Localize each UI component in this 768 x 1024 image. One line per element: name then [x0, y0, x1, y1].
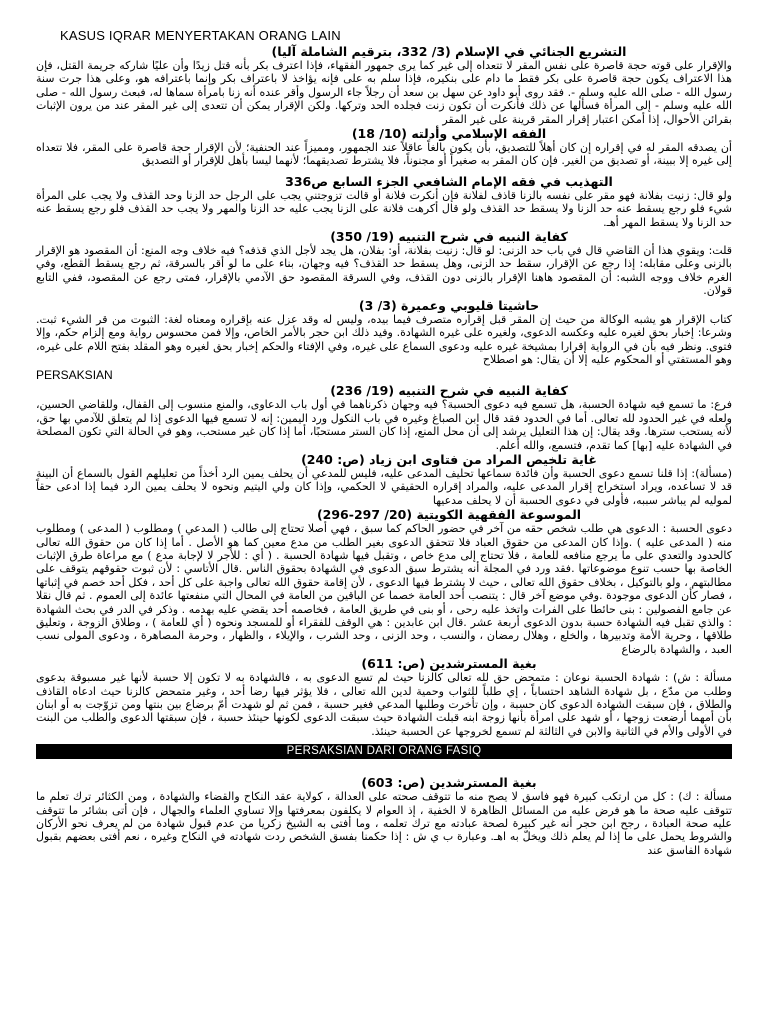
section-body: فرع: ما تسمع فيه شهادة الحسبة، هل تسمع فيه دعوى الحسبة؟ فيه وجهان ذكرناهما في أول باب الدعاوى، والمنع منسوب إلى القفال، وللقاضي الحسين، ولعله في غير الحدود لله تعالى. أما في الحدود فقد قال ابن الصباغ وغيره في باب النكول ورد اليمين: إنه لا تسمع فيها الدعوى إذا لم يتعلق للآدمي بها حق، لأنه يستحب سترها. وقد يقال: إن هذا التعليل يرشد إلى أن محل المنع، إذا كان الستر مستحبًا، أما إذا كان غير مستحب، وهو في الحالة التي تكون المصلحة في الشهادة عليه [بها] كما تقدم، فتسمع، والله أعلم. [36, 398, 732, 452]
section-heading [36, 229, 732, 244]
heading-text: كفاية النبيه في شرح التنبيه (19/ 350) [330, 229, 568, 245]
section-body: كتاب الإقرار هو يشبه الوكالة من حيث إن المقر قبل إقراره متصرف فيما بيده، وليس له وقد عزل عنه بإقراره ومعناه لغة: الثبوت من قر الشيء ثبت. وشرعا: إخبار بحق لغيره عليه وعكسه الدعوى، ولغيره على غيره الشهادة. وفيد ذلك ابن حجر بالأمر الخاص، وإلا فمن محسوس رواية ومع إلزام حكم، وإلا فتوى. ونظر فيه بأن في الرواية إقرارا بمشيخة غيره عليه ودعوى السماع على غيره، وفي الإفتاء والحكم إخبار بحق لغيره وهو المقلد بفتح اللام على غيره، وهو المستفتي أو المحكوم عليه إلا أن يقال: هو اصطلاح [36, 312, 732, 366]
section-heading [36, 452, 732, 467]
section-body: ولو قال: زنيت بفلانة فهو مقر على نفسه بالزنا قاذف لفلانة فإن أنكرت فلانة أو قالت تزوجتني يجب على الرجل حد الزنا وحد القذف ولا يجب على المرأة شيء فلو رجع يسقط عنه حد الزنا ولا يسقط حد القذف ولو قال أكرهت فلانة على الزنا يجب عليه حد الزنا والمهر ولا يجب حد القذف فلو رجع يسقط عنه حد الزنا ولا يسقط المهر أهـ. [36, 188, 732, 229]
heading-text: غاية تلخيص المراد من فتاوى ابن زياد (ص: 240) [301, 451, 597, 467]
section-ghayah [36, 452, 732, 507]
heading-text: التشريع الجنائي في الإسلام (3/ 332، بترقيم الشاملة آليا) [271, 44, 627, 59]
section-body: أن يصدقه المقر له في إقراره إن كان أهلاً للتصديق، بأن يكون بالغاً عاقلاً عند الجمهور، ومميزاً عند الحنفية؛ لأن الإقرار حجة قاصرة على المقر، فلا تتعداه إلى غيره إلا ببينة، أو تصديق من الغير. فإن كان المقر به صغيراً أو مجنوناً، فلا يشترط تصديقهما؛ لأنهما ليسا بأهل للإقرار أو التصديق [36, 141, 732, 168]
section-heading [36, 775, 732, 790]
section-mausuah [36, 507, 732, 656]
section-banner: PERSAKSIAN DARI ORANG FASIQ [36, 744, 732, 759]
section-heading [36, 174, 732, 189]
heading-text: حاشيتا قليوبي وعميرة (3/ 3) [358, 297, 540, 313]
section-heading [36, 507, 732, 522]
section-heading [36, 44, 732, 59]
section-body: مسألة : ك) : كل من ارتكب كبيرة فهو فاسق لا يصح منه ما تتوقف صحته على العدالة ، كولاية عقد النكاح والقضاء والشهادة ، ومن الكثائر ترك تعلم ما تتوقف عليه صحة ما هو فرض عليه من المسائل الظاهرة لا الخفية ، إذ العوام لا يكلفون بمعرفتها وإلا تساوي العلماء والجهال ، فإن أتى بشائر ما تتوقف عليه صحة العبادة ، رجح ابن حجر أنه غير كبيرة لصحة عبادته مع ترك تعلمه ، وما أفتى به الشيخ زكريا من عدم قبول شهادة من لم يعرف نحو الأركان والشروط يحمل على ما إذا لم يعلم ذلك ويخلّ به اهـ. وعبارة ب ي ش : إذا حكمنا بفسق الشخص ردت شهادته في النكاح وغيره ، نعم أفتى بعضهم بقبول شهادة الفاسق عند [36, 790, 732, 857]
section-tahdzib [36, 174, 732, 229]
heading-text: بغية المسترشدين (ص: 611) [361, 656, 537, 672]
section-body: قلت: ويقوي هذا أن القاضي قال في باب حد الزنى: لو قال: زنيت بفلانة، أو: بفلان، هل يجد لأجل الذي قذفه؟ فيه خلاف وجه المنع: أن المقصود هو الإقرار بالزنى وعلى مقابله: إذا رجع عن الإقرار، سقط حد الزنى، وهل يسقط حد القذف؟ فيه وجهان، بناء على ما لو أقر بالسرقة، ثم رجع يسقط القطع، وفي الغرم خلاف ووجه الشبه: أن المقصود هاهنا الإقرار بالزنى دون القذف، وفي السرقة المقصود حق الآدمي بالإقرار، فمتى رجع عن المقصود، ففي التابع قولان. [36, 244, 732, 298]
persaksian-label: PERSAKSIAN [36, 368, 113, 383]
section-body: دعوى الحسبة : الدعوى هي طلب شخص حقه من آخر في حضور الحاكم كما سبق ، فهي أصلا تحتاج إلى طالب ( المدعي ) ومطلوب ( المدعى ) ومطلوب منه ( المدعى عليه ) .وإذا كان المدعى من حقوق العباد فلا تتحقق الدعوى بغير الطلب من مدع معين كما هو الأصل . أما إذا كان من حقوق الله تعالى كالحدود والتعدي على ما يرجع منافعه للعامة ، فلا تحتاج إلى مدع خاص ، وتقبل فيها شهادة الحسبة . ( أي : للأجر لا لإجابة مدع ) مع مراعاة طرق الإثبات الخاصة بها حسب تنوع موضوعاتها .فقد ورد في المجلة أنه يشترط سبق الدعوى في الشهادة بحقوق الناس .قال الأتاسي : لأن ثبوت حقوقهم يتوقف على مطالبتهم ، ولو بالتوكيل ، بخلاف حقوق الله تعالى ، حيث لا يشترط فيها الدعوى ، لأن إقامة حقوق الله تعالى واجبة على كل أحد ، فكل أحد خصم في إثباتها ، فصار كأن الدعوى موجودة .وفي موضع آخر قال : يتنصب أحد العامة خصما عن الباقين من العامة في المحال التي منفعتها عائدة إلى العموم . ثم قال نقلا عن جامع الفصولين : بنى حائطا على الفرات واتخذ عليه رحى ، أو بنى في طريق العامة ، فخاصمه أحد يقضي عليه بهدمه . وذكر في الدر في بحث الشهادة : والذي تقبل فيه الشهادة حسبة بدون الدعوى أربعة عشر .قال ابن عابدين : هي الوقف للفقراء أو للمسجد ونحوه ( أي للعامة ) ، وطلاق الزوجة ، وتعليق طلاقها ، وحرية الأمة وتدبيرها ، والخلع ، وهلال رمضان ، والنسب ، وحد الزنى ، وحد الشرب ، والإيلاء ، والظهار ، وحرمة المصاهرة ، ودعوى المولى نسب العبد ، والشهادة بالرضاع [36, 522, 732, 656]
heading-text: التهذيب في فقه الإمام الشافعي الجزء السابع ص336 [285, 173, 613, 189]
section-bughyah-603 [36, 775, 732, 857]
section-heading [36, 656, 732, 671]
heading-text: الموسوعة الفقهية الكويتية (20/ 297-296) [316, 507, 582, 523]
section-kifayah-350 [36, 229, 732, 298]
section-body: مسألة : ش) : شهادة الحسبة نوعان : متمحض حق لله تعالى كالزنا حيث لم تسع الدعوى به ، فالشهادة به لا تكون إلا حسبة لأنها غير مسبوقة بدعوى وطلب من مدّع ، بل شهادة الشاهد احتساباً ، إي طلباً للثواب وحمية لدين الله تعالى ، فلا يؤثر فيها رضا أحد ، وغير متمحض كالزنا حيث ادعاه القاذف والطلاق ، فإن سبقت الشهادة الدعوى كان حسبة ، وإن تأخرت وطلبها المدعي فغير حسبة ، فمن ثم لو شهدت أمّ برضاع بين بنتها ومن تزوّجت به أو ابنان بأن أمهما أرضعت زوجها ، أو شهد على امرأة بأنها زوجة ابنه قبلت الشهادة حيث سبقت الدعوى لكونها حينئذ حسبة ، فإن سبقتها الدعوى والطلب من البنت في الأولى والأم في الثانية والابن في الثالثة لم تسمع لخروجها عن الحسبة حينئذ. [36, 671, 732, 738]
section-heading [36, 298, 732, 313]
section-kifayah-236 [36, 383, 732, 452]
section-bughyah-611 [36, 656, 732, 738]
heading-text: الفقه الإسلامي وأدلته (10/ 18) [351, 126, 547, 142]
document-title: KASUS IQRAR MENYERTAKAN ORANG LAIN [60, 28, 341, 43]
section-body: (مسألة): إذا قلنا تسمع دعوى الحسبة وأن فائدة سماعها تحليف المدعى عليه، فليس للمدعي أن يحلف يمين الرد أخذاً من تعليلهم القول بالسماع أن البينة قد لا تساعده، ويراد استخراج إقرار المدعى عليه، والمراد إقراره الحقيقي لا الحكمي، وإذا كان ولي اليتيم ونحوه لا يحلف يمين الرد فيما إذا ادعى حقاً لموليه لم يباشر سببه، فأولى في دعوى الحسبة أن لا يحلف مدعيها [36, 466, 732, 507]
heading-text: بغية المسترشدين (ص: 603) [361, 775, 537, 791]
section-heading [36, 383, 732, 398]
heading-text: كفاية النبيه في شرح التنبيه (19/ 236) [330, 383, 568, 399]
section-fiqh-islami [36, 126, 732, 168]
section-heading [36, 126, 732, 141]
section-body: والإقرار على قوته حجة قاصرة على نفس المقر لا تتعداه إلى غير كما يرى جمهور الفقهاء، فإذا اعترف بكر بأنه قتل زيدًا وأن عليًا شاركه جريمة القتل، فإن هذا الاعتراف يكون حجة قاصرة على بكر فقط ما دام على بنكيره، فإذا سلم به على فإنه يؤاخذ لا باعتراف بكر وإنما باعترافه هو، وعلى هذا جرت سنة رسول الله - صلى الله عليه وسلم -. فقد روى أبو داود عن سهل بن سعد أن رجلاً جاء الرسول وأقر عنده أنه زنا بامرأة سماها له، فبعث رسول الله - صلى الله عليه وسلم - إلى المرأة فسألها عن ذلك فأنكرت أن تكون زنت فجلده الحد وتركها. ولكن الإقرار يمكن أن تتعدى إلى غير المقر عند من يرون الإثبات بقرائن الأحوال، إذا أمكن اعتبار إقرار المقر قرينة على غير المقر [36, 59, 732, 126]
section-tasyri-jinai [36, 44, 732, 126]
section-qalyubi [36, 298, 732, 367]
